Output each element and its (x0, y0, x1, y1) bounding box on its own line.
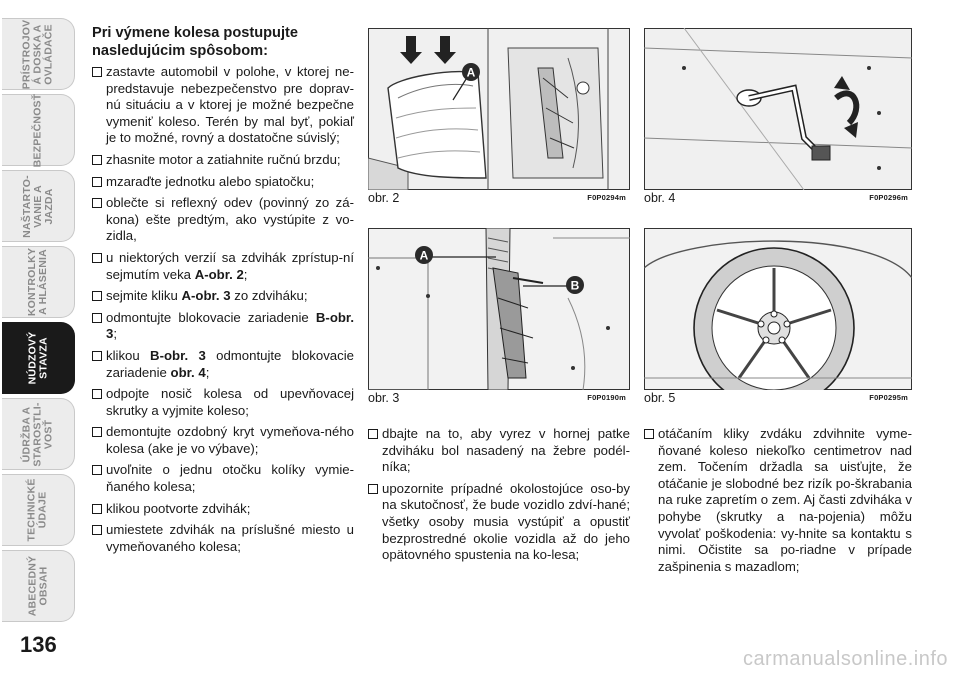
checkbox-bullet-icon (92, 427, 102, 437)
checkbox-bullet-icon (92, 389, 102, 399)
step-list (92, 64, 354, 555)
list-item: zhasnite motor a zatiahnite ručnú brzdu; (92, 152, 354, 169)
spare-wheel-bolt-illustration (644, 28, 912, 190)
list-item: zastavte automobil v polohe, v ktorej ne-predstavuje nebezpečenstvo pre doprav-nú situáciu a v ktorej je možné bezpečne vymeniť koleso. Terén by mal byť, pokiaľ je to možné, rovný a dostatočne súvislý; (92, 64, 354, 147)
list-item: odpojte nosič kolesa od upevňovacej skrutky a vyjmite koleso; (92, 386, 354, 419)
tab-label: NAŠTARTO- VANIE A JAZDA (20, 174, 55, 238)
tab-label: BEZPEČNOSŤ (31, 93, 44, 167)
figure-code: F0P0295m (869, 393, 908, 402)
checkbox-bullet-icon (92, 177, 102, 187)
tab-udrzba[interactable] (2, 398, 75, 470)
instructions-column-3 (644, 426, 912, 580)
checkbox-bullet-icon (92, 198, 102, 208)
list-item: demontujte ozdobný kryt vymeňova-ného kolesa (ake je vo výbave); (92, 424, 354, 457)
figure-label: obr. 5 (644, 391, 676, 405)
checkbox-bullet-icon (92, 313, 102, 323)
page-number: 136 (20, 632, 57, 657)
checkbox-bullet-icon (92, 351, 102, 361)
figure-4 (644, 28, 912, 206)
figure-label: obr. 4 (644, 191, 676, 205)
step-list (644, 426, 912, 575)
tab-abecedny-obsah[interactable] (2, 550, 75, 622)
checkbox-bullet-icon (644, 429, 654, 439)
figure-2 (368, 28, 630, 206)
checkbox-bullet-icon (92, 253, 102, 263)
list-item: uvoľnite o jednu otočku kolíky vymie-ňaného kolesa; (92, 462, 354, 495)
checkbox-bullet-icon (92, 155, 102, 165)
instructions-column-1 (92, 24, 354, 560)
tab-bezpecnost[interactable] (2, 94, 75, 166)
checkbox-bullet-icon (92, 465, 102, 475)
list-item: klikou B-obr. 3 odmontujte blokovacie zariadenie obr. 4; (92, 348, 354, 381)
checkbox-bullet-icon (92, 291, 102, 301)
tab-pristrojova-doska[interactable] (2, 18, 75, 90)
figure-label: obr. 3 (368, 391, 400, 405)
jack-cover-illustration (368, 28, 630, 190)
callout-a: A (419, 248, 429, 263)
checkbox-bullet-icon (92, 525, 102, 535)
list-item: umiestete zdvihák na príslušné miesto u vymeňovaného kolesa; (92, 522, 354, 555)
list-item: mzaraďte jednotku alebo spiatočku; (92, 174, 354, 191)
checkbox-bullet-icon (368, 484, 378, 494)
figure-5 (644, 228, 912, 408)
instructions-column-2 (368, 426, 630, 569)
list-item: otáčaním kliky zvdáku zdvihnite vyme-ňované koleso niekoľko centimetrov nad zem. Točením držadla sa uisťujte, že otáčanie je slobodné bez rizík po-škrabania na ruke zapretím o zem. Aj časti zdviháka v pohybe (skrutky a na-pojenia) môžu vyvolať poškodenia: vy-hnite sa kontaktu s nimi. Očistite sa po-riadne v prípade zašpinenia s mazadlom; (644, 426, 912, 575)
tab-label: TECHNICKÉ ÚDAJE (26, 478, 49, 542)
tab-kontrolky[interactable] (2, 246, 75, 318)
step-list (368, 426, 630, 564)
tab-nastartovanie[interactable] (2, 170, 75, 242)
figure-code: F0P0296m (869, 193, 908, 202)
list-item: u niektorých verzií sa zdvihák zprístup-ní sejmutím veka A-obr. 2; (92, 250, 354, 283)
callout-a: A (466, 65, 476, 80)
list-item: upozornite prípadné okolostojúce oso-by na skutočnosť, že bude vozidlo zdví-hané; všetky osoby musia vystúpiť a opustiť bezprostredné okolie vozidla až do jeho opätovného spustenia na ko-lesa; (368, 481, 630, 564)
tab-label: NÚDZOVÝ STAVZA (26, 331, 49, 385)
list-item: oblečte si reflexný odev (povinný zo zá-kona) ešte predtým, ako vystúpite z vo-zidla, (92, 195, 354, 245)
figure-code: F0P0294m (587, 193, 626, 202)
tab-label: ÚDRŽBA A STAROSTLI- VOSŤ (20, 401, 55, 467)
tab-nudzovy-stav[interactable] (2, 322, 75, 394)
list-item: dbajte na to, aby vyrez v hornej patke zdviháku bol nasadený na žebre podél-níka; (368, 426, 630, 476)
figure-3 (368, 228, 630, 408)
tab-label: PRÍSTROJOV Á DOSKA A OVLÁDAČE (20, 19, 55, 89)
checkbox-bullet-icon (368, 429, 378, 439)
figure-code: F0P0190m (587, 393, 626, 402)
watermark: carmanualsonline.info (742, 648, 948, 670)
list-item: sejmite kliku A-obr. 3 zo zdviháku; (92, 288, 354, 305)
tab-technicke-udaje[interactable] (2, 474, 75, 546)
tab-label: KONTROLKY A HLÁSENIA (25, 247, 49, 317)
checkbox-bullet-icon (92, 67, 102, 77)
callout-b: B (570, 278, 580, 293)
wheel-illustration (644, 228, 912, 390)
figure-label: obr. 2 (368, 191, 400, 205)
checkbox-bullet-icon (92, 504, 102, 514)
list-item: klikou pootvorte zdvihák; (92, 501, 354, 518)
tab-label: ABECEDNÝ OBSAH (26, 555, 49, 617)
list-item: odmontujte blokovacie zariadenie B-obr. 3; (92, 310, 354, 343)
section-heading: Pri výmene kolesa postupujte nasledujúcim spôsobom: (92, 25, 299, 59)
jack-mount-illustration (368, 228, 630, 390)
